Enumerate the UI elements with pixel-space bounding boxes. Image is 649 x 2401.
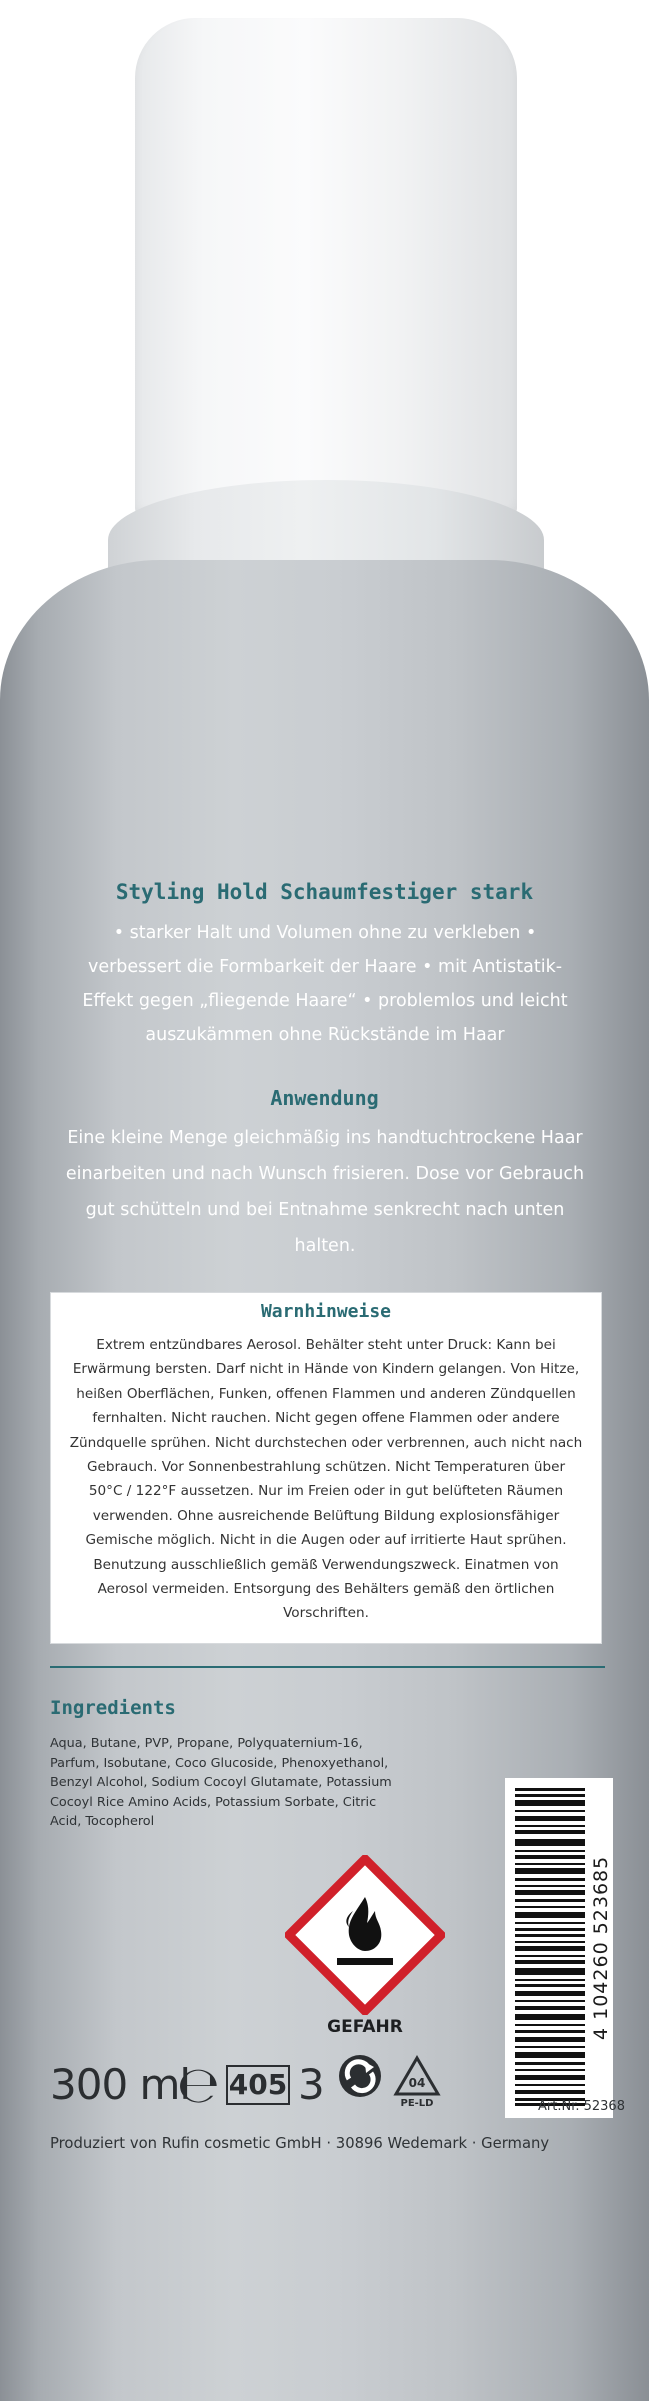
article-number: Art.Nr. 52368 (538, 2099, 625, 2114)
product-title: Styling Hold Schaumfestiger stark (115, 880, 534, 904)
ingredients-text: Aqua, Butane, PVP, Propane, Polyquaternium-16, Parfum, Isobutane, Coco Glucoside, Phenoxyethanol, Benzyl Alcohol, Sodium Cocoyl Glutamate, Potassium Cocoyl Rice Amino Acids, Potassium Sorbate, Citric Acid, Tocopherol (50, 1736, 392, 1829)
usage-text: Eine kleine Menge gleichmäßig ins handtuchtrockene Haar einarbeiten und nach Wunsch frisieren. Dose vor Gebrauch gut schütteln und bei Entnahme senkrecht nach unten halten. (65, 1128, 585, 1256)
warning-heading: Warnhinweise (260, 1301, 392, 1322)
flame-hazard-icon (285, 1855, 445, 2015)
estimated-sign: ℮ (177, 2056, 220, 2114)
barcode-bars (515, 1788, 585, 2106)
usage-heading: Anwendung (270, 1086, 379, 1110)
ingredients-heading: Ingredients (50, 1697, 176, 1719)
producer-line: Produziert von Rufin cosmetic GmbH · 30896 Wedemark · Germany (50, 2135, 550, 2152)
plastic-recycling-icon (392, 2054, 442, 2108)
code-3: 3 (298, 2060, 325, 2109)
recycle-arrow-icon (338, 2054, 382, 2098)
plastic-code: 04 (408, 2076, 426, 2090)
warning-text: Extrem entzündbares Aerosol. Behälter steht unter Druck: Kann bei Erwärmung bersten. Darf nicht in Hände von Kindern gelangen. Von Hitze, heißen Oberflächen, Funken, offenen Flammen und anderen Zündquellen fernhalten. Nicht rauchen. Nicht gegen offene Flammen oder andere Zündquelle sprühen. Nicht durchstechen oder verbrennen, auch nicht nach Gebrauch. Vor Sonnenbestrahlung schützen. Nicht Temperaturen über 50°C / 122°F aussetzen. Nur im Freien oder in gut belüfteten Räumen verwenden. Ohne ausreichende Belüftung Bildung explosionsfähiger Gemische möglich. Nicht in die Augen oder auf irritierte Haut sprühen. Benutzung ausschließlich gemäß Verwendungszweck. Einatmen von Aerosol vermeiden. Entsorgung des Behälters gemäß den örtlichen Vorschriften. (69, 1337, 583, 1622)
barcode (505, 1778, 613, 2118)
divider (50, 1666, 605, 1668)
volume-label: 300 ml (50, 2060, 191, 2109)
hazard-label: GEFAHR (327, 2017, 403, 2037)
barcode-digits: 4 104260 523685 (590, 1855, 612, 2041)
warning-box (50, 1292, 602, 1644)
plastic-label: PE-LD (400, 2098, 434, 2108)
code-405-box: 405 (226, 2065, 290, 2105)
product-description: • starker Halt und Volumen ohne zu verkleben • verbessert die Formbarkeit der Haare • mit Antistatik-Effekt gegen „fliegende Haare“ • problemlos und leicht auszukämmen ohne Rückstände im Haar (82, 923, 568, 1045)
